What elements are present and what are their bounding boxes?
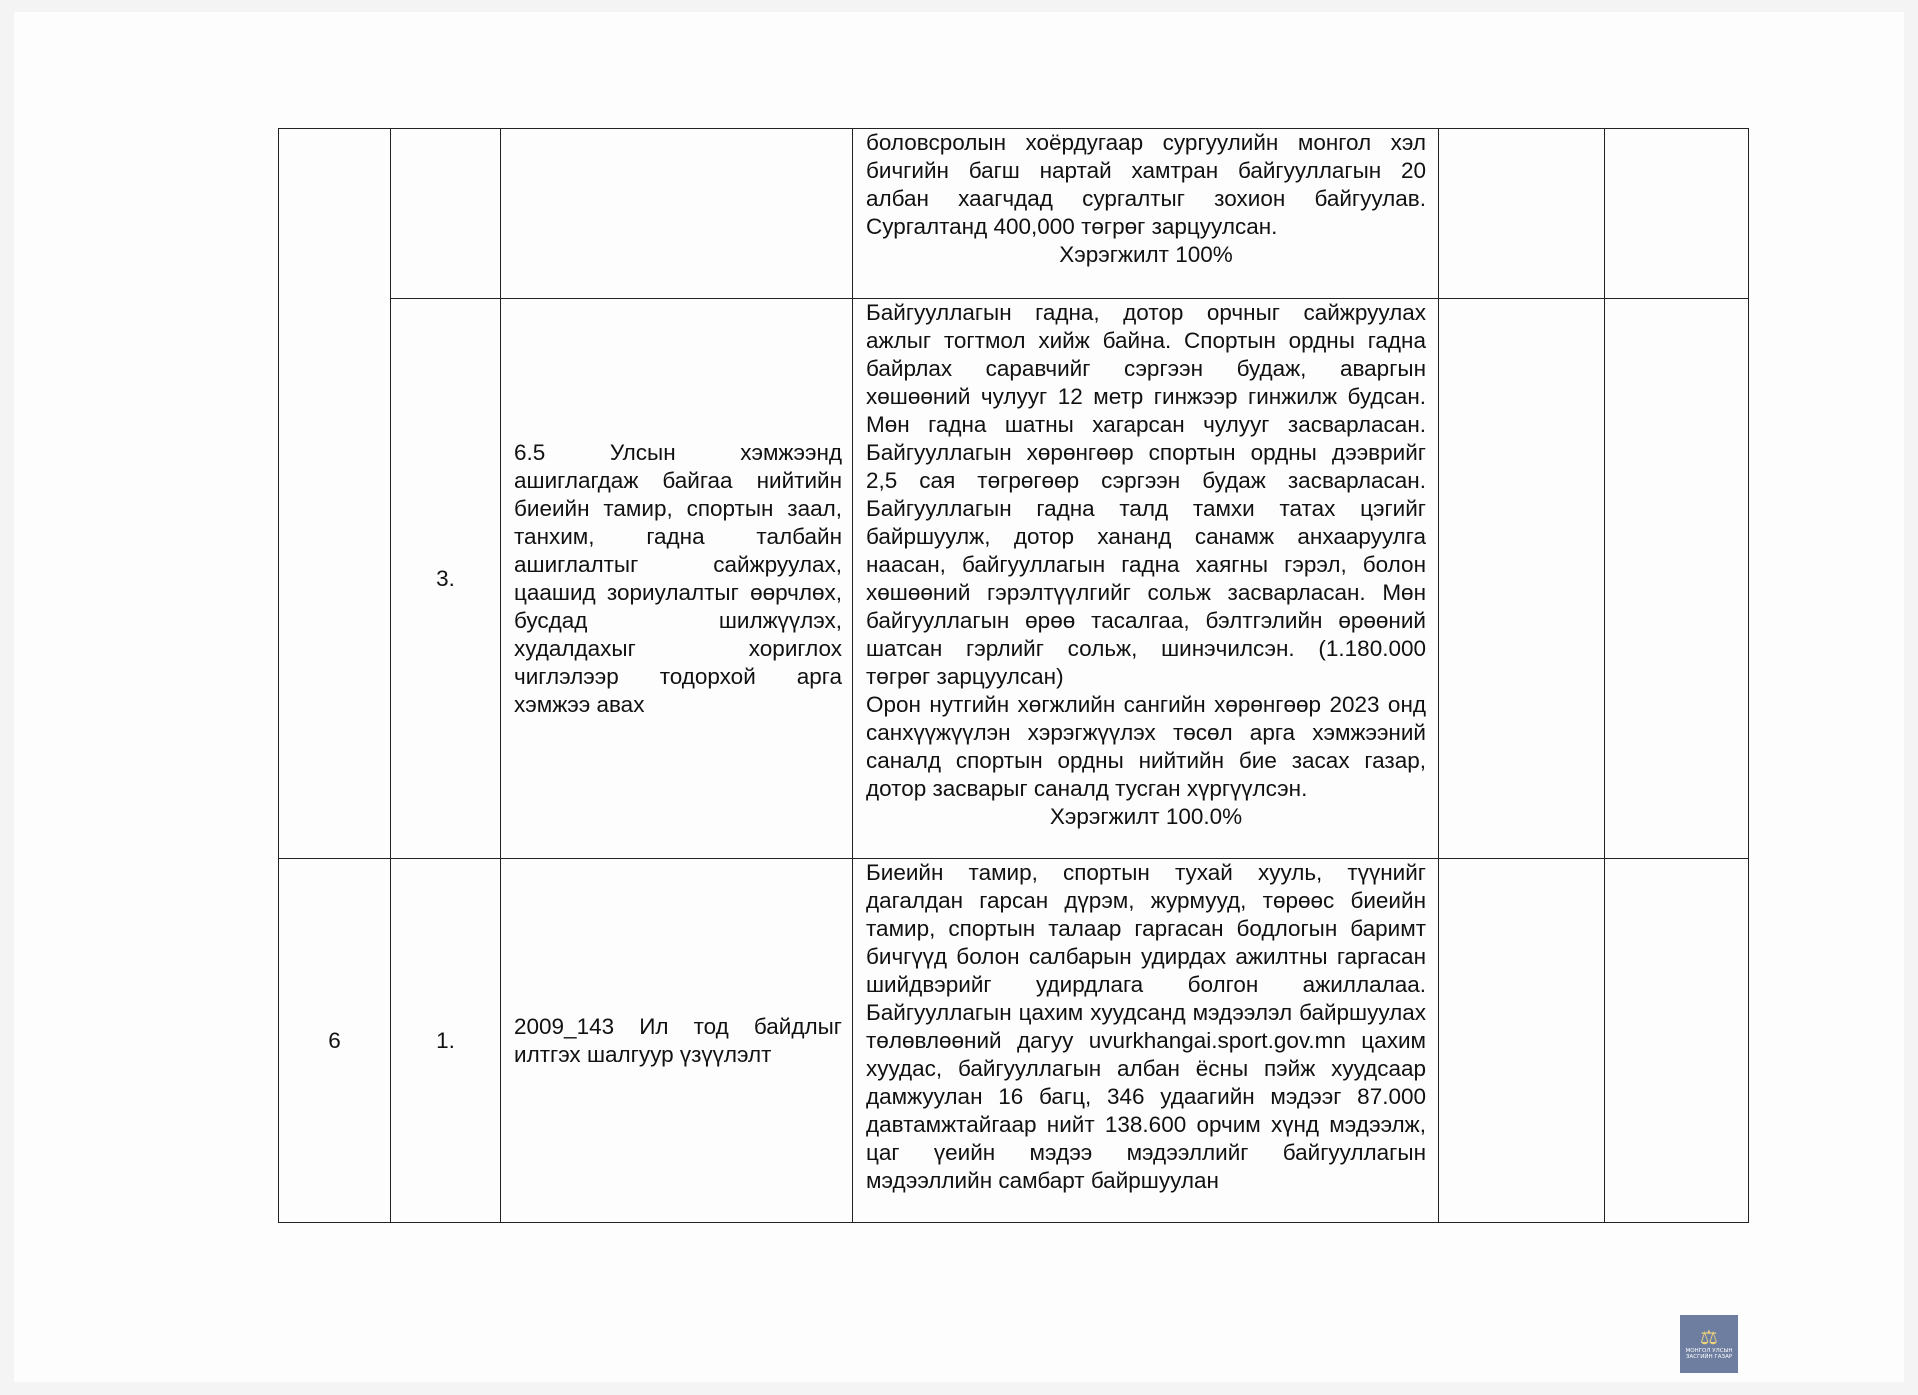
cell-empty xyxy=(1439,299,1605,859)
cell-goal: 2009_143 Ил тод байдлыг илтгэх шалгуур үзүүлэлт xyxy=(501,859,853,1223)
cell-activity xyxy=(853,299,1439,859)
seal-text: МОНГОЛ УЛСЫН ЗАСГИЙН ГАЗАР xyxy=(1685,1348,1733,1360)
cell-number: 6 xyxy=(279,859,391,1223)
table-row xyxy=(279,299,1749,859)
cell-empty xyxy=(1439,859,1605,1223)
cell-empty xyxy=(1605,129,1749,299)
activity-text: Орон нутгийн хөгжлийн сангийн хөрөнгөөр 2023 онд санхүүжүүлэн хэрэгжүүлэх төсөл арга хэмжээний саналд спортын ордны нийтийн бие засах газар, дотор засварыг саналд тусган хүргүүлсэн. xyxy=(866,692,1426,801)
cell-activity xyxy=(853,129,1439,299)
report-table xyxy=(278,128,1749,1223)
cell-sub-number: 1. xyxy=(391,859,501,1223)
implementation-rate: Хэрэгжилт 100% xyxy=(1059,242,1233,267)
government-seal xyxy=(1680,1315,1738,1373)
cell-empty xyxy=(1605,299,1749,859)
cell-empty xyxy=(1605,859,1749,1223)
activity-text: боловсролын хоёрдугаар сургуулийн монгол хэл бичгийн багш нартай хамтран байгууллагын 20 албан хаагчдад сургалтыг зохион байгуулав. Сургалтанд 400,000 төгрөг зарцуулсан. xyxy=(866,130,1426,239)
cell-goal: 6.5 Улсын хэмжээнд ашиглагдаж байгаа нийтийн биеийн тамир, спортын заал, танхим, гадна талбайн ашиглалтыг сайжруулах, цаашид зориулалтыг өөрчлөх, бусдад шилжүүлэх, худалдахыг хориглох чиглэлээр тодорхой арга хэмжээ авах xyxy=(501,299,853,859)
cell-number xyxy=(279,129,391,859)
table-row xyxy=(279,129,1749,299)
cell-empty xyxy=(1439,129,1605,299)
cell-sub-number: 3. xyxy=(391,299,501,859)
soyombo-emblem-icon: ⚖ xyxy=(1700,1327,1718,1349)
cell-activity xyxy=(853,859,1439,1223)
implementation-rate: Хэрэгжилт 100.0% xyxy=(1049,804,1243,829)
activity-text: Биеийн тамир, спортын тухай хууль, түүнийг дагалдан гарсан дүрэм, журмууд, төрөөс биеийн тамир, спортын талаар гаргасан бодлогын баримт бичгүүд болон салбарын удирдах ажилтны гаргасан шийдвэрийг удирдлага болгон ажиллалаа. Байгууллагын цахим хуудсанд мэдээлэл байршуулах төлөвлөөний дагуу uvurkhangai.sport.gov.mn цахим хуудас, байгууллагын албан ёсны пэйж хуудсаар дамжуулан 16 багц, 346 удаагийн мэдээг 87.000 давтамжтайгаар нийт 138.600 орчим хүнд мэдээлж, цаг үеийн мэдээ мэдээллийг байгууллагын мэдээллийн самбарт байршуулан xyxy=(866,860,1426,1193)
cell-sub-number xyxy=(391,129,501,299)
activity-text: Байгууллагын гадна, дотор орчныг сайжруулах ажлыг тогтмол хийж байна. Спортын ордны гадна байрлах саравчийг сэргээн будаж, аваргын хөшөөний чулууг 12 метр гинжээр гинжилж будсан. Мөн гадна шатны хагарсан чулууг засварласан. Байгууллагын хөрөнгөөр спортын ордны дээврийг 2,5 сая төгрөгөөр сэргээн будаж засварласан. Байгууллагын гадна талд тамхи татах цэгийг байршуулж, дотор хананд санамж анхааруулга наасан, байгууллагын гадна хаягны гэрэл, болон хөшөөний гэрэлтүүлгийг сольж засварласан. Мөн байгууллагын өрөө тасалгаа, бэлтгэлийн өрөөний шатсан гэрлийг сольж, шинэчилсэн. (1.180.000 төгрөг зарцуулсан) xyxy=(866,300,1426,689)
cell-goal xyxy=(501,129,853,299)
table-row xyxy=(279,859,1749,1223)
